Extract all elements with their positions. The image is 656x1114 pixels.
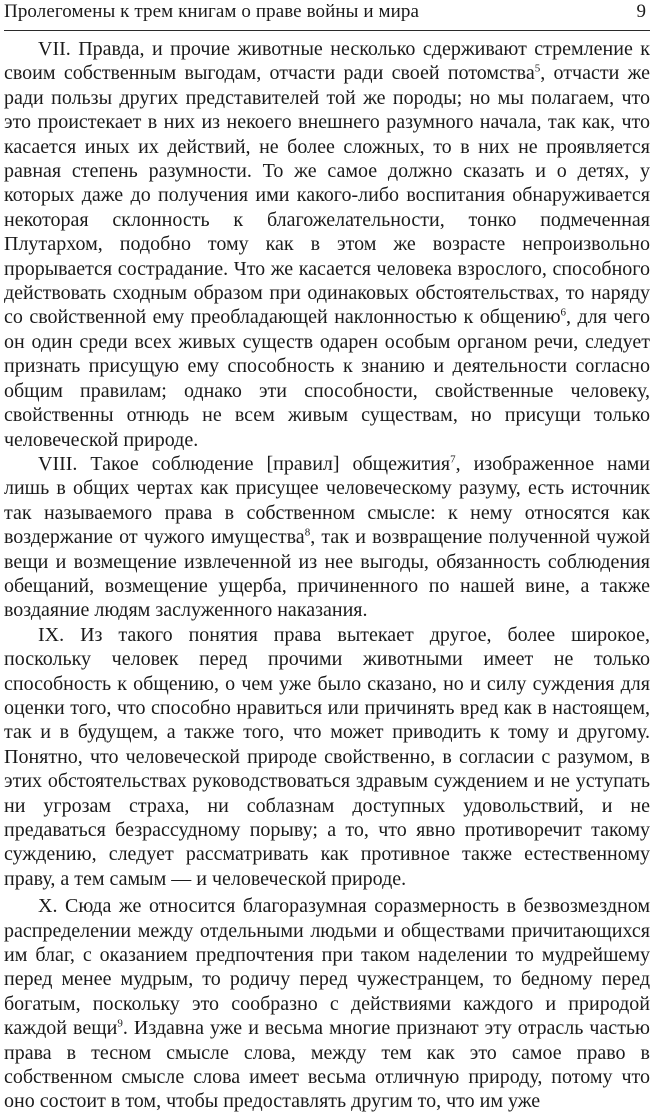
footnote-ref[interactable]: 8 [304, 526, 311, 539]
footnote-ref[interactable]: 9 [117, 1017, 123, 1030]
paragraph-text: X. Сюда же относится благоразумная соразмерность в безвозмездном распределении между отдельными людьми и обществами причитающихся им благ, с оказанием предпочтения при таком наделении то мудрейшему перед менее мудрым, то родичу перед чужестранцем, то бедному перед богатым, поскольку это сообразно с действиями каждого и природой каждой вещи [4, 895, 650, 1040]
running-title: Пролегомены к трем книгам о праве войны и мира [4, 1, 420, 22]
paragraph-x [4, 894, 650, 1114]
paragraph-text: , для чего он один среди всех живых существ одарен особым органом речи, следует признать присущую ему способность к знанию и деятельности согласно общим правилам; однако эти способности, свойственные человеку, свойственны отнюдь не всем живым существам, но присущи только человеческой природе. [4, 306, 650, 451]
body-text [4, 37, 650, 1114]
page-number: 9 [636, 1, 646, 22]
paragraph-text: VIII. Такое соблюдение [правил] общежития [38, 452, 451, 475]
paragraph-text: , так и возвращение полученной чужой вещи и возмещение извлеченной из нее выгоды, обязанность соблюдения обещаний, возмещение ущерба, причиненного по нашей вине, а также воздаяние людям заслуженного наказания. [4, 526, 651, 622]
paragraph-viii [4, 452, 650, 623]
paragraph-text: . Издавна уже и весьма многие признают эту отрасль частью права в тесном смысле слова, между тем как это самое право в собственном смысле слова имеет весьма отличную природу, потому что оно состоит в том, чтобы предоставлять другим то, что им уже [4, 1017, 650, 1113]
paragraph-text: IX. Из такого понятия права вытекает другое, более широкое, поскольку человек перед прочими животными имеет не только способность к общению, о чем уже было сказано, но и силу суждения для оценки того, что способно нравиться или причинять вред как в настоящем, так и в будущем, а также того, что может приводить к тому и другому. Понятно, что человеческой природе свойственно, в согласии с разумом, в этих обстоятельствах руководствоваться здравым суждением и не уступать ни угрозам страха, ни соблазнам доступных удовольствий, и не предаваться безрассудному порыву; а то, что явно противоречит такому суждению, следует рассматривать как противное также естественному праву, а тем самым — и человеческой природе. [4, 623, 650, 890]
paragraph-text: , отчасти же ради пользы других представителей той же породы; но мы полагаем, что это проистекает в них из некоего внешнего разумного начала, так как, что касается иных их действий, не более сложных, то в них не проявляется равная степень разумности. То же самое должно сказать и о детях, у которых даже до получения ими какого-либо воспитания обнаруживается некоторая склонность к благожелательности, тонко подмеченная Плутархом, подобно тому как в этом же возрасте непроизвольно прорывается сострадание. Что же касается человека взрослого, способного действовать сходным образом при одинаковых обстоятельствах, то наряду со свойственной ему преобладающей наклонностью к общению [4, 62, 650, 329]
footnote-ref[interactable]: 6 [560, 306, 567, 319]
paragraph-text: VII. Правда, и прочие животные несколько сдерживают стремление к своим собственным выгодам, отчасти ради своей потомства [4, 38, 650, 85]
footnote-ref[interactable]: 7 [450, 453, 456, 466]
footnote-ref[interactable]: 5 [534, 62, 541, 75]
paragraph-text: , изображенное нами лишь в общих чертах как присущее человеческому разуму, есть источник так называемого права в собственном смысле: к нему относятся как воздержание от чужого имущества [4, 452, 650, 549]
paragraph-vii [4, 37, 650, 452]
running-header [4, 0, 650, 31]
paragraph-ix [4, 623, 650, 891]
